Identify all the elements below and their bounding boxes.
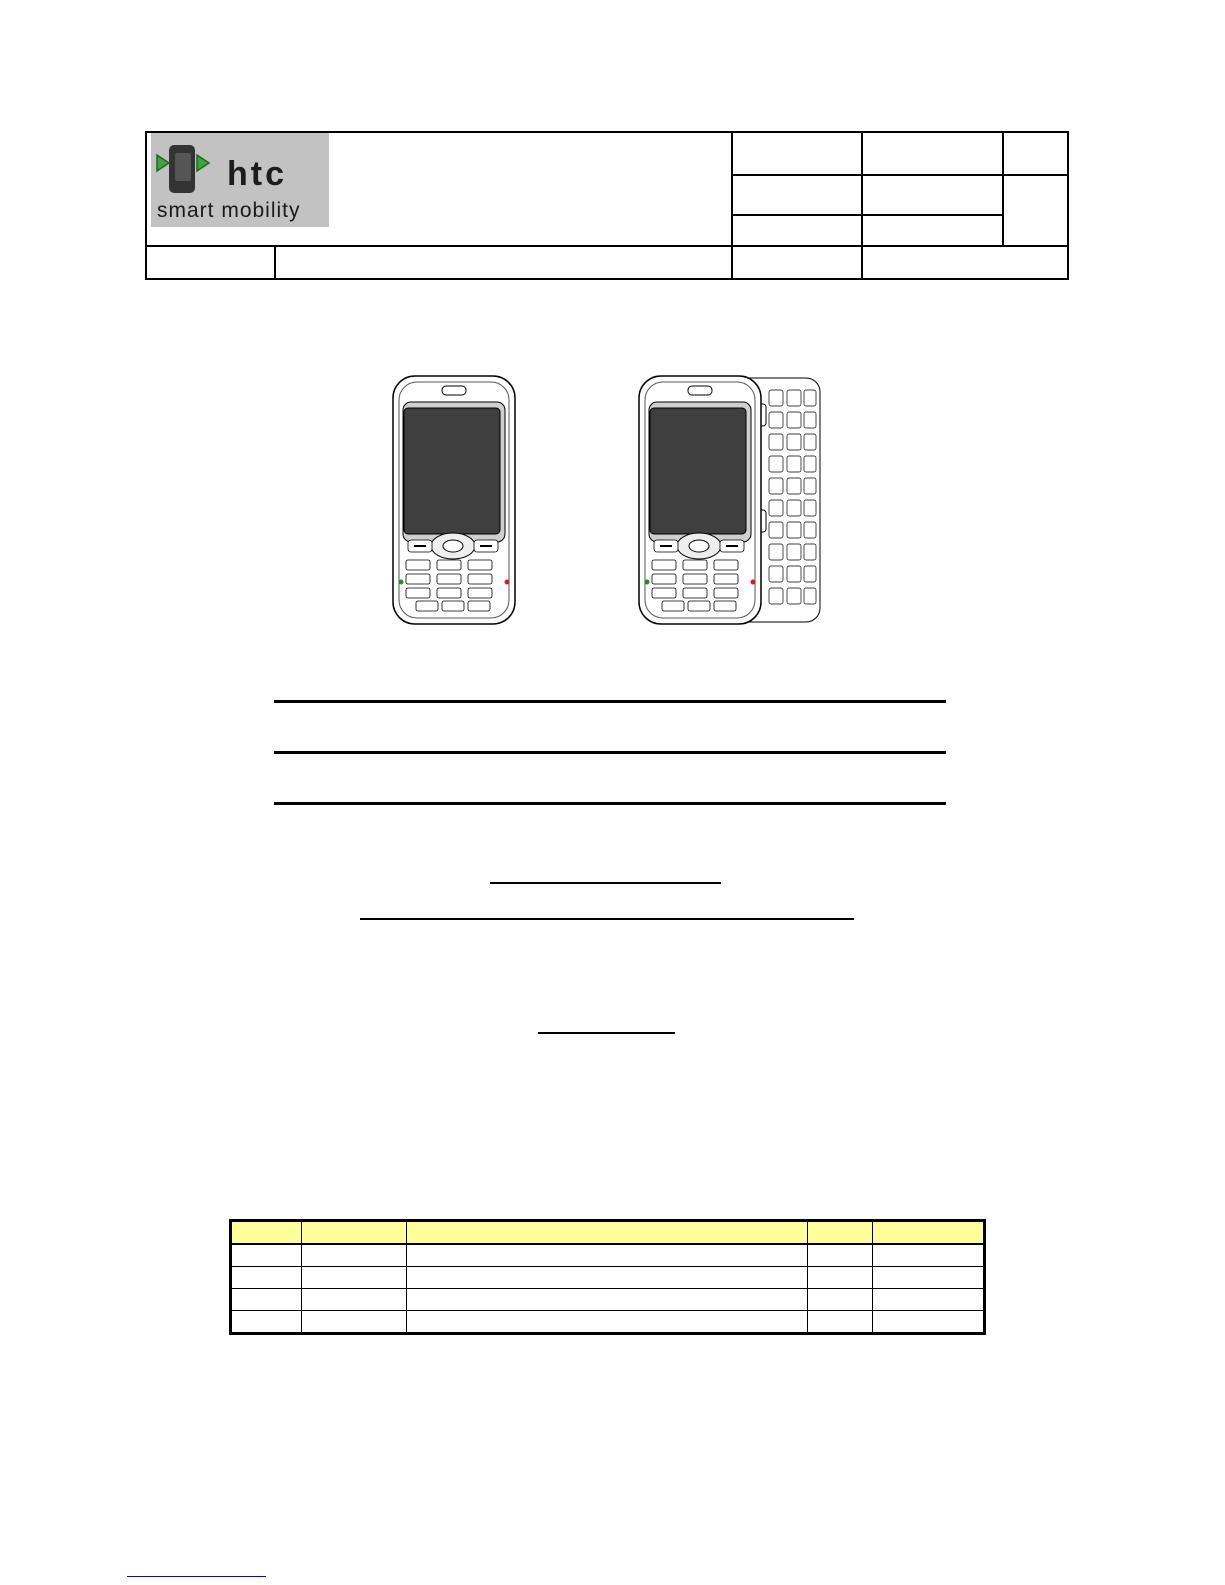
table-cell <box>873 1267 985 1289</box>
table-row <box>231 1267 985 1289</box>
table-cell <box>873 1289 985 1311</box>
table-header-cell <box>231 1221 302 1245</box>
table-cell <box>807 1267 873 1289</box>
table-cell <box>873 1311 985 1334</box>
table-cell <box>231 1289 302 1311</box>
phone-qwerty-slider-icon <box>636 374 822 628</box>
footer-link[interactable] <box>127 1576 266 1577</box>
table-cell <box>301 1244 407 1267</box>
underline <box>538 1032 675 1034</box>
header-divider <box>1002 131 1004 247</box>
table-row <box>231 1289 985 1311</box>
header-divider <box>861 131 863 280</box>
phone-keypad-icon <box>390 374 518 628</box>
table-cell <box>231 1244 302 1267</box>
table-cell <box>807 1311 873 1334</box>
revision-history-table <box>229 1219 986 1335</box>
title-rule <box>274 700 946 703</box>
table-row <box>231 1311 985 1334</box>
header-divider <box>731 131 733 280</box>
table-cell <box>407 1267 807 1289</box>
underline <box>490 882 721 884</box>
table-cell <box>231 1311 302 1334</box>
table-cell <box>407 1311 807 1334</box>
table-header-cell <box>873 1221 985 1245</box>
table-cell <box>807 1244 873 1267</box>
header-divider <box>731 214 1004 216</box>
table-row <box>231 1244 985 1267</box>
table-cell <box>231 1267 302 1289</box>
title-rule <box>274 802 946 805</box>
table-header-cell <box>807 1221 873 1245</box>
htc-logo <box>151 133 329 227</box>
header-divider <box>145 245 1069 247</box>
underline <box>360 918 854 920</box>
header-divider <box>731 174 1069 176</box>
logo-brand-text: htc <box>227 155 287 193</box>
table-cell <box>407 1244 807 1267</box>
logo-tagline: smart mobility <box>157 199 301 222</box>
table-header-cell <box>301 1221 407 1245</box>
table-cell <box>807 1289 873 1311</box>
table-cell <box>301 1289 407 1311</box>
table-header-row <box>231 1221 985 1245</box>
title-rule <box>274 751 946 754</box>
table-cell <box>301 1267 407 1289</box>
table-cell <box>407 1289 807 1311</box>
table-cell <box>301 1311 407 1334</box>
header-divider <box>274 245 276 280</box>
table-header-cell <box>407 1221 807 1245</box>
table-cell <box>873 1244 985 1267</box>
